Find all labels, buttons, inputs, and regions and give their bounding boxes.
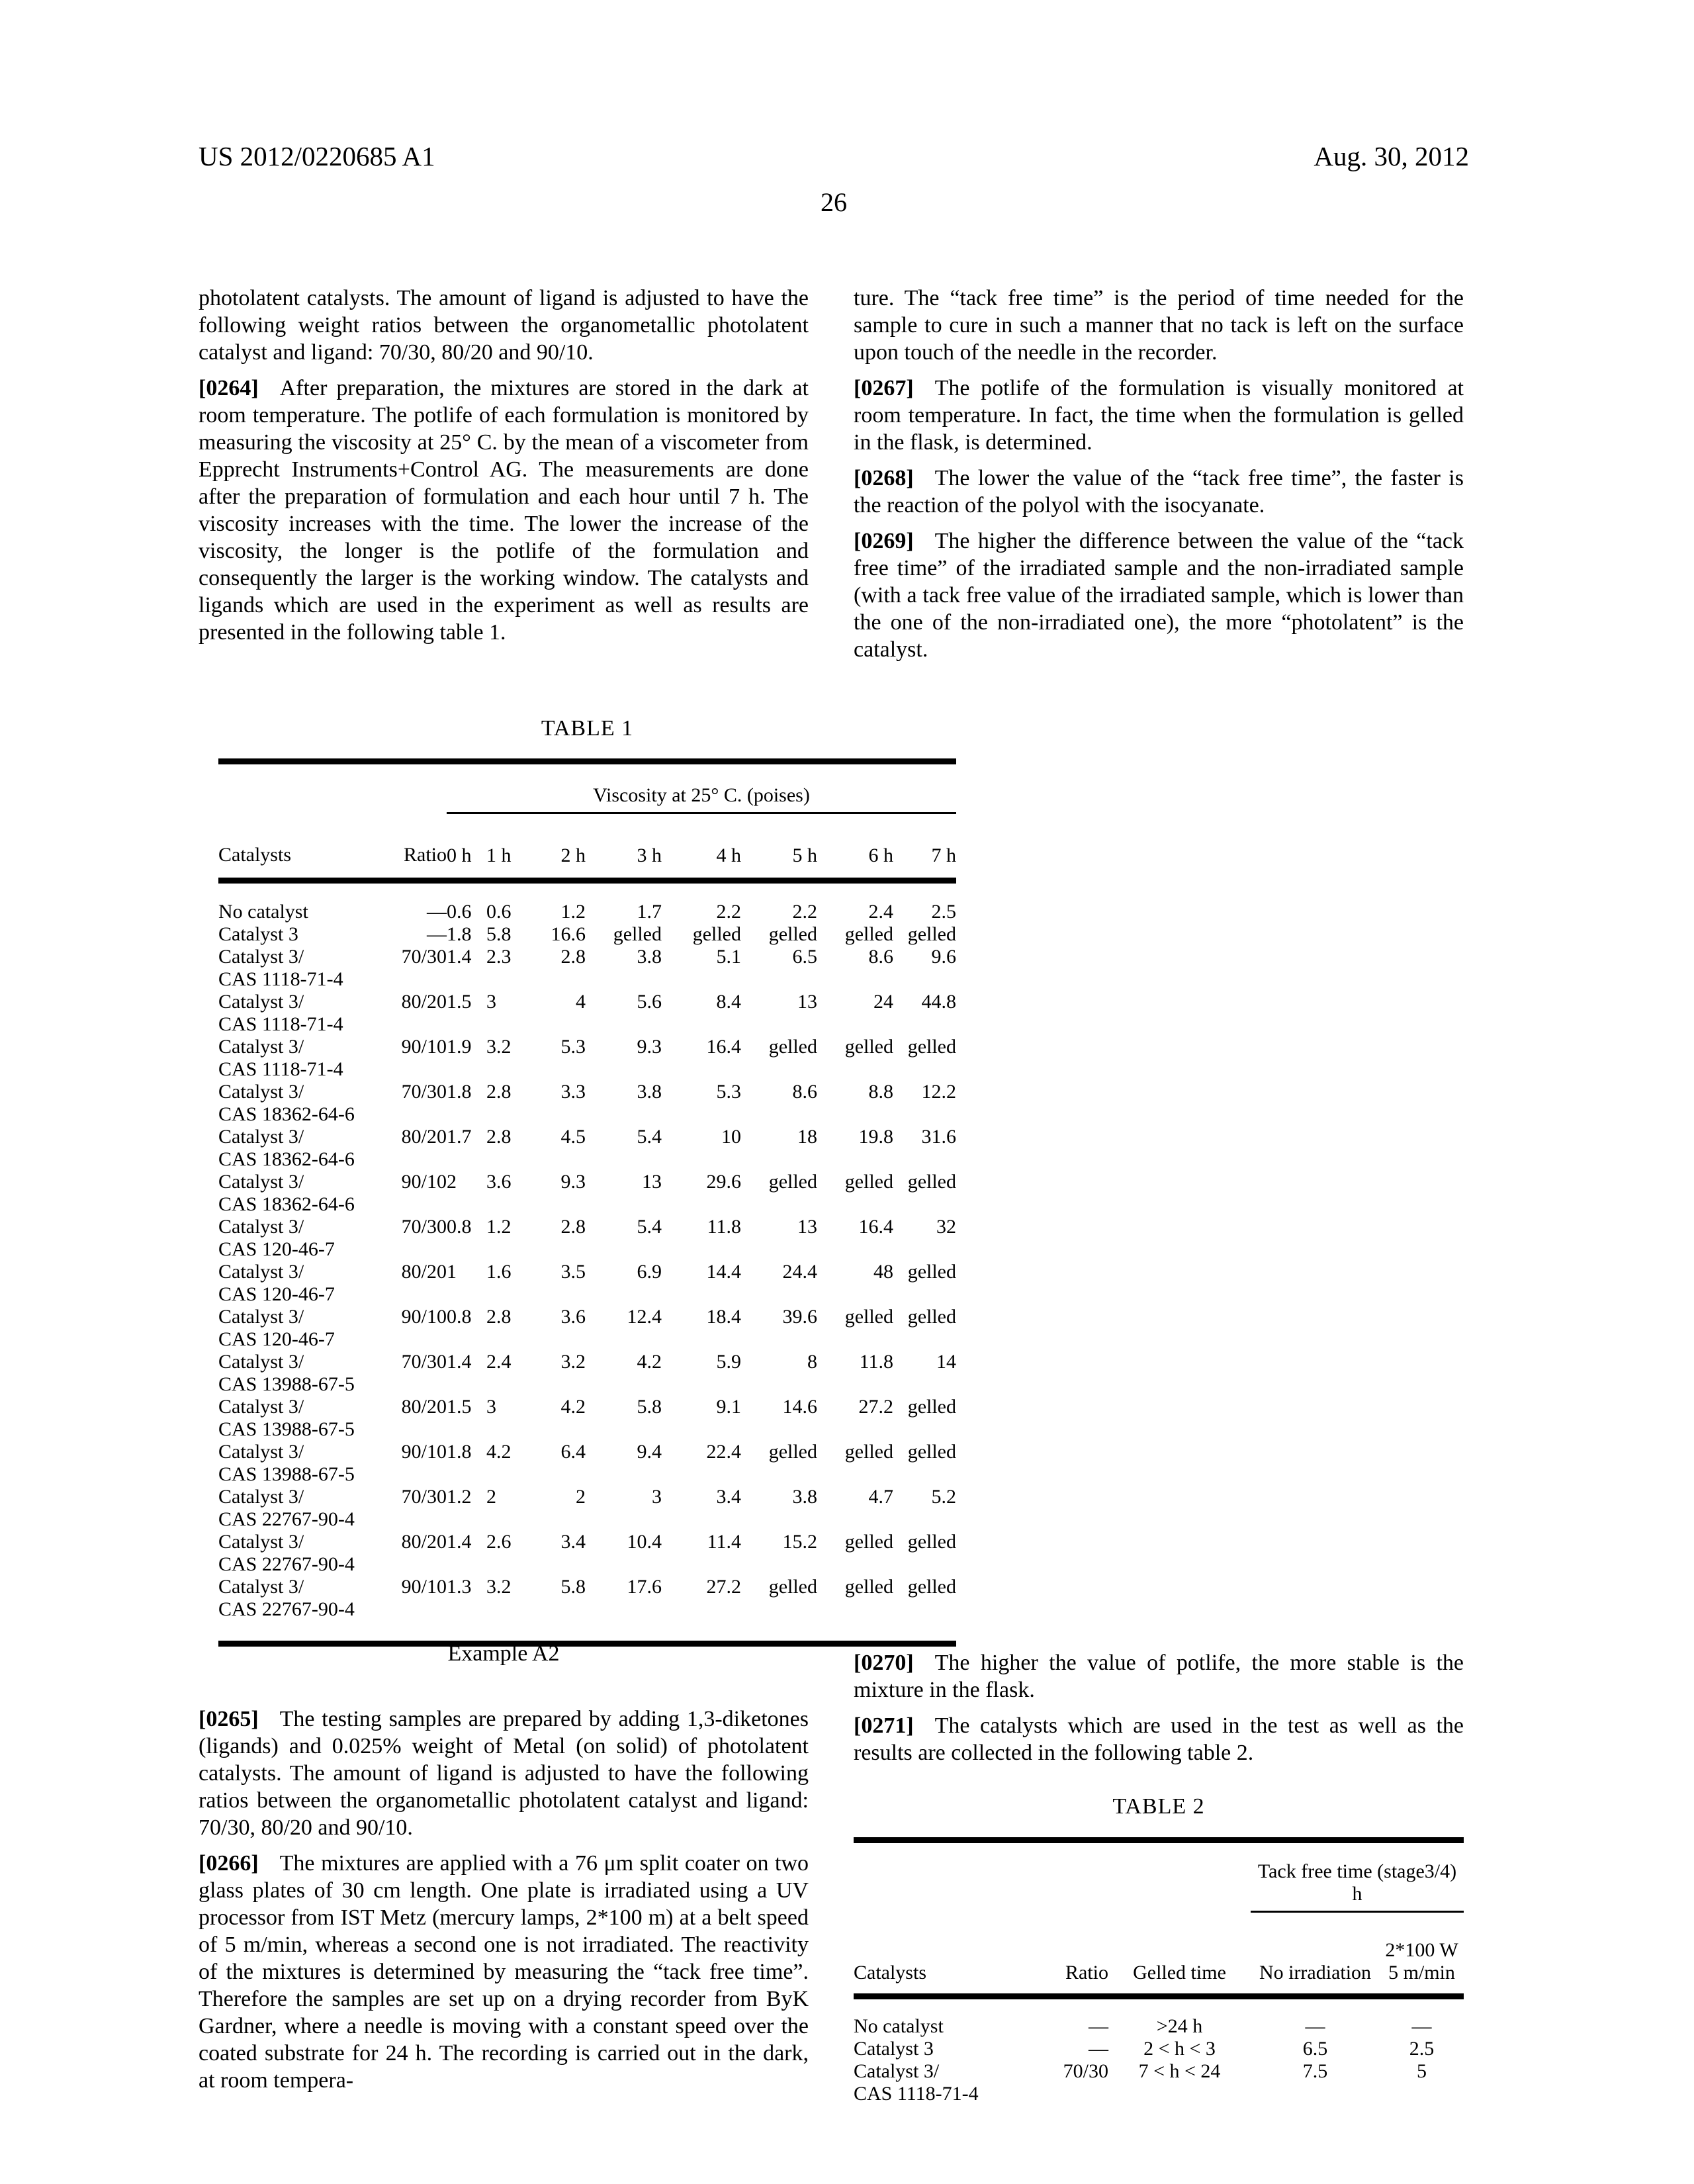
cell-ratio: 90/10	[401, 1171, 447, 1193]
cell-viscosity-3h: 9.3	[637, 1036, 662, 1058]
table1-row	[218, 1261, 956, 1306]
table2-column-header-row	[854, 1912, 1464, 1997]
cell-viscosity-7h: 9.6	[931, 946, 956, 968]
cell-viscosity-7h: gelled	[907, 1396, 956, 1418]
cell-viscosity-6h: 24	[873, 991, 893, 1013]
table1-row	[218, 881, 956, 924]
cell-ratio: 70/30	[401, 1351, 447, 1373]
cell-ratio: 90/10	[401, 1441, 447, 1463]
cell-viscosity-5h: gelled	[768, 1036, 817, 1058]
cell-viscosity-5h: gelled	[768, 923, 817, 945]
table1-section	[218, 716, 956, 1647]
table1-row	[218, 1576, 956, 1644]
paragraph-0268	[854, 465, 1464, 519]
table2-section	[854, 1793, 1464, 2105]
table1-column-header-row	[218, 813, 956, 881]
right-column-bottom	[854, 1649, 1464, 2105]
cell-viscosity-5h: gelled	[768, 1171, 817, 1193]
table1-row	[218, 1306, 956, 1351]
cell-viscosity-3h: 9.4	[637, 1441, 662, 1463]
cell-viscosity-1h: 3.2	[486, 1036, 512, 1058]
cell-viscosity-4h: 18.4	[706, 1306, 741, 1328]
cell-viscosity-6h: gelled	[844, 1576, 893, 1598]
cell-ratio: 70/30	[401, 1486, 447, 1508]
column-header-catalysts: Catalysts	[218, 813, 384, 881]
table1-body	[218, 881, 956, 1644]
cell-viscosity-3h: 5.4	[637, 1216, 662, 1238]
table1-row	[218, 946, 956, 991]
cell-viscosity-6h: 27.2	[858, 1396, 893, 1418]
cell-viscosity-3h: 10.4	[627, 1531, 662, 1553]
cell-viscosity-3h: 3.8	[637, 946, 662, 968]
column-header-gelled-time: Gelled time	[1108, 1912, 1251, 1997]
cell-no-irradiation: 6.5	[1302, 2038, 1328, 2060]
table1-row	[218, 1396, 956, 1441]
paragraph-text: The higher the difference between the value of the “tack free time” of the irradiated sample and the non-irradiated sample (with a tack free value of the irradiated sample, which is lower than the one of the non-irradiated one), the more “photolatent” is the catalyst.	[854, 529, 1464, 662]
cell-viscosity-5h: gelled	[768, 1576, 817, 1598]
paragraph-tag: [0265]	[199, 1707, 259, 1731]
paragraph-text: The testing samples are prepared by adding 1,3-diketones (ligands) and 0.025% weight of Metal (on solid) of photolatent catalysts. The amount of ligand is adjusted to have the following ratios between the organometallic photolatent catalyst and ligand: 70/30, 80/20 and 90/10.	[199, 1707, 809, 1840]
cell-viscosity-1h: 4.2	[486, 1441, 512, 1463]
cell-viscosity-0h: 1.4	[447, 1531, 472, 1553]
cell-viscosity-2h: 3.5	[560, 1261, 586, 1283]
cell-viscosity-4h: 5.3	[716, 1081, 741, 1103]
cell-viscosity-6h: gelled	[844, 923, 893, 945]
cell-catalyst: Catalyst 3/ CAS 1118-71-4	[218, 946, 343, 990]
cell-viscosity-4h: 2.2	[716, 901, 741, 923]
cell-viscosity-1h: 2.8	[486, 1081, 512, 1103]
cell-viscosity-7h: 2.5	[931, 901, 956, 923]
cell-ratio: 80/20	[401, 1531, 447, 1553]
paragraph-0271	[854, 1712, 1464, 1766]
cell-viscosity-1h: 2.3	[486, 946, 512, 968]
page-number: 26	[821, 187, 847, 217]
cell-viscosity-5h: 14.6	[782, 1396, 817, 1418]
column-header-6h: 6 h	[817, 813, 893, 881]
table1-row	[218, 923, 956, 946]
cell-viscosity-0h: 2	[447, 1171, 457, 1193]
cell-viscosity-4h: 9.1	[716, 1396, 741, 1418]
paragraph-text: The mixtures are applied with a 76 μm split coater on two glass plates of 30 cm length. One plate is irradiated using a UV processor from IST Metz (mercury lamps, 2*100 m) at a belt speed of 5 m/min, whereas a second one is not irradiated. The reactivity of the mixtures is determined by measuring the “tack free time”. Therefore the samples are set up on a drying recorder from ByK Gardner, where a needle is moving with a constant speed over the coated substrate for 24 h. The recording is carried out in the dark, at room tempera-	[199, 1851, 809, 2093]
table2-span-header-row	[854, 1841, 1464, 1912]
cell-viscosity-5h: 24.4	[782, 1261, 817, 1283]
cell-viscosity-4h: 10	[721, 1126, 741, 1148]
cell-viscosity-0h: 1.7	[447, 1126, 472, 1148]
table2-row	[854, 2060, 1464, 2105]
cell-viscosity-2h: 2.8	[560, 946, 586, 968]
cell-viscosity-7h: 14	[936, 1351, 956, 1373]
cell-ratio: 80/20	[401, 1261, 447, 1283]
table1-row	[218, 1351, 956, 1396]
table1-span-header: Viscosity at 25° C. (poises)	[447, 762, 956, 813]
paragraph-continuation	[854, 285, 1464, 366]
cell-ratio: —	[1089, 2038, 1108, 2060]
cell-viscosity-0h: 1.2	[447, 1486, 472, 1508]
paragraph-tag: [0270]	[854, 1651, 914, 1675]
cell-viscosity-7h: gelled	[907, 1441, 956, 1463]
table2	[854, 1837, 1464, 2105]
cell-viscosity-2h: 5.8	[560, 1576, 586, 1598]
cell-viscosity-0h: 0.6	[447, 901, 472, 923]
left-column-bottom	[199, 1640, 809, 2094]
cell-viscosity-0h: 1.4	[447, 1351, 472, 1373]
table1-head	[218, 762, 956, 881]
table1-row	[218, 1216, 956, 1261]
cell-ratio: —	[427, 923, 447, 945]
cell-catalyst: Catalyst 3/ CAS 13988-67-5	[218, 1351, 355, 1395]
table2-span-header: Tack free time (stage3/4) h	[1251, 1841, 1464, 1912]
table2-title: TABLE 2	[1112, 1794, 1205, 1819]
cell-catalyst: Catalyst 3/ CAS 120-46-7	[218, 1216, 335, 1260]
paragraph-0269	[854, 527, 1464, 663]
paragraph-0266	[199, 1850, 809, 2094]
cell-viscosity-1h: 3	[486, 1396, 496, 1418]
cell-viscosity-4h: 27.2	[706, 1576, 741, 1598]
paragraph-0267	[854, 375, 1464, 456]
cell-viscosity-4h: 3.4	[716, 1486, 741, 1508]
cell-catalyst: Catalyst 3/ CAS 13988-67-5	[218, 1441, 355, 1485]
cell-viscosity-3h: 5.8	[637, 1396, 662, 1418]
cell-viscosity-6h: 4.7	[868, 1486, 893, 1508]
cell-ratio: 90/10	[401, 1306, 447, 1328]
column-header-lamp-line2: 5 m/min	[1388, 1962, 1455, 1983]
cell-viscosity-5h: 13	[797, 1216, 817, 1238]
cell-viscosity-7h: 31.6	[921, 1126, 956, 1148]
cell-viscosity-1h: 3	[486, 991, 496, 1013]
cell-viscosity-4h: 5.1	[716, 946, 741, 968]
left-column-top	[199, 285, 809, 646]
cell-ratio: 70/30	[1063, 2060, 1108, 2082]
table1-row	[218, 1486, 956, 1531]
paragraph-text: photolatent catalysts. The amount of ligand is adjusted to have the following weight ratios between the organometallic photolatent catalyst and ligand: 70/30, 80/20 and 90/10.	[199, 286, 809, 365]
table2-body	[854, 1997, 1464, 2106]
column-header-catalysts: Catalysts	[854, 1912, 1036, 1997]
cell-viscosity-7h: 32	[936, 1216, 956, 1238]
cell-viscosity-3h: 6.9	[637, 1261, 662, 1283]
cell-viscosity-6h: 2.4	[868, 901, 893, 923]
cell-viscosity-1h: 2.8	[486, 1126, 512, 1148]
cell-viscosity-2h: 16.6	[551, 923, 586, 945]
cell-catalyst: Catalyst 3/ CAS 1118-71-4	[218, 1036, 343, 1080]
cell-viscosity-5h: 15.2	[782, 1531, 817, 1553]
paragraph-text: The higher the value of potlife, the more stable is the mixture in the flask.	[854, 1651, 1464, 1702]
paragraph-text: The lower the value of the “tack free time”, the faster is the reaction of the polyol with the isocyanate.	[854, 466, 1464, 518]
table1-row	[218, 1171, 956, 1216]
cell-viscosity-0h: 1.8	[447, 1441, 472, 1463]
cell-viscosity-2h: 9.3	[560, 1171, 586, 1193]
cell-viscosity-4h: 11.4	[707, 1531, 741, 1553]
cell-viscosity-6h: gelled	[844, 1036, 893, 1058]
cell-viscosity-7h: gelled	[907, 1531, 956, 1553]
cell-viscosity-4h: gelled	[692, 923, 741, 945]
cell-ratio: —	[1089, 2015, 1108, 2037]
cell-viscosity-5h: 8	[807, 1351, 817, 1373]
cell-viscosity-0h: 1.5	[447, 991, 472, 1013]
cell-viscosity-6h: 8.8	[868, 1081, 893, 1103]
table1-title: TABLE 1	[541, 716, 634, 741]
cell-viscosity-1h: 3.6	[486, 1171, 512, 1193]
cell-no-irradiation: —	[1305, 2015, 1325, 2037]
cell-viscosity-5h: gelled	[768, 1441, 817, 1463]
cell-catalyst: Catalyst 3/ CAS 120-46-7	[218, 1261, 335, 1305]
cell-lamp: —	[1411, 2015, 1432, 2037]
cell-viscosity-0h: 1.8	[447, 1081, 472, 1103]
cell-no-irradiation: 7.5	[1302, 2060, 1328, 2082]
cell-viscosity-3h: 3	[652, 1486, 662, 1508]
cell-viscosity-0h: 1.3	[447, 1576, 472, 1598]
cell-catalyst: Catalyst 3/ CAS 22767-90-4	[218, 1486, 355, 1530]
publication-date: Aug. 30, 2012	[1314, 141, 1469, 171]
table2-row	[854, 1997, 1464, 2038]
column-header-ratio: Ratio	[384, 813, 447, 881]
cell-viscosity-3h: 3.8	[637, 1081, 662, 1103]
table1-row	[218, 1081, 956, 1126]
cell-viscosity-6h: 16.4	[858, 1216, 893, 1238]
paragraph-text: ture. The “tack free time” is the period of time needed for the sample to cure in such a manner that no tack is left on the surface upon touch of the needle in the recorder.	[854, 286, 1464, 365]
cell-viscosity-7h: 44.8	[921, 991, 956, 1013]
cell-viscosity-1h: 1.2	[486, 1216, 512, 1238]
table1-span-header-row	[218, 762, 956, 813]
cell-viscosity-4h: 16.4	[706, 1036, 741, 1058]
cell-viscosity-4h: 29.6	[706, 1171, 741, 1193]
cell-catalyst: Catalyst 3/ CAS 18362-64-6	[218, 1171, 355, 1215]
cell-ratio: 90/10	[401, 1036, 447, 1058]
cell-viscosity-5h: 18	[797, 1126, 817, 1148]
paragraph-0270	[854, 1649, 1464, 1704]
column-header-1h: 1 h	[486, 813, 526, 881]
right-column-top	[854, 285, 1464, 663]
cell-ratio: —	[427, 901, 447, 923]
cell-viscosity-2h: 2.8	[560, 1216, 586, 1238]
cell-viscosity-6h: 19.8	[858, 1126, 893, 1148]
cell-catalyst: No catalyst	[218, 901, 308, 923]
column-header-5h: 5 h	[741, 813, 817, 881]
paragraph-tag: [0264]	[199, 376, 259, 400]
cell-viscosity-2h: 3.3	[560, 1081, 586, 1103]
cell-viscosity-2h: 1.2	[560, 901, 586, 923]
column-header-0h: 0 h	[447, 813, 486, 881]
cell-viscosity-5h: 2.2	[792, 901, 817, 923]
column-header-4h: 4 h	[662, 813, 741, 881]
cell-viscosity-0h: 1.5	[447, 1396, 472, 1418]
cell-viscosity-7h: gelled	[907, 1171, 956, 1193]
cell-viscosity-0h: 1	[447, 1261, 457, 1283]
cell-viscosity-7h: gelled	[907, 1261, 956, 1283]
cell-viscosity-0h: 1.8	[447, 923, 472, 945]
paragraph-tag: [0269]	[854, 529, 914, 553]
table1	[218, 758, 956, 1647]
cell-viscosity-4h: 11.8	[707, 1216, 741, 1238]
cell-viscosity-1h: 2.6	[486, 1531, 512, 1553]
cell-viscosity-6h: 11.8	[859, 1351, 893, 1373]
cell-viscosity-4h: 22.4	[706, 1441, 741, 1463]
cell-catalyst: No catalyst	[854, 2015, 944, 2037]
cell-viscosity-2h: 4	[576, 991, 586, 1013]
cell-viscosity-1h: 2	[486, 1486, 496, 1508]
column-header-3h: 3 h	[586, 813, 662, 881]
cell-viscosity-3h: 5.4	[637, 1126, 662, 1148]
cell-viscosity-0h: 1.9	[447, 1036, 472, 1058]
cell-catalyst: Catalyst 3/ CAS 22767-90-4	[218, 1531, 355, 1575]
cell-viscosity-4h: 8.4	[716, 991, 741, 1013]
cell-viscosity-5h: 39.6	[782, 1306, 817, 1328]
cell-gelled-time: 7 < h < 24	[1138, 2060, 1221, 2082]
cell-viscosity-5h: 8.6	[792, 1081, 817, 1103]
cell-viscosity-4h: 14.4	[706, 1261, 741, 1283]
cell-viscosity-3h: gelled	[613, 923, 662, 945]
cell-catalyst: Catalyst 3	[854, 2038, 934, 2060]
cell-viscosity-3h: 5.6	[637, 991, 662, 1013]
cell-ratio: 70/30	[401, 946, 447, 968]
cell-viscosity-2h: 4.2	[560, 1396, 586, 1418]
table1-row	[218, 1036, 956, 1081]
cell-viscosity-6h: 48	[873, 1261, 893, 1283]
cell-viscosity-1h: 3.2	[486, 1576, 512, 1598]
column-header-lamp-line1: 2*100 W	[1385, 1939, 1458, 1961]
cell-viscosity-2h: 3.4	[560, 1531, 586, 1553]
cell-lamp: 5	[1417, 2060, 1427, 2082]
paragraph-continuation	[199, 285, 809, 366]
cell-viscosity-5h: 13	[797, 991, 817, 1013]
cell-viscosity-2h: 3.2	[560, 1351, 586, 1373]
cell-viscosity-6h: gelled	[844, 1531, 893, 1553]
cell-viscosity-3h: 13	[642, 1171, 662, 1193]
paragraph-tag: [0267]	[854, 376, 914, 400]
cell-ratio: 90/10	[401, 1576, 447, 1598]
cell-catalyst: Catalyst 3/ CAS 13988-67-5	[218, 1396, 355, 1440]
table2-row	[854, 2038, 1464, 2060]
cell-viscosity-3h: 17.6	[627, 1576, 662, 1598]
paragraph-text: The catalysts which are used in the test as well as the results are collected in the following table 2.	[854, 1713, 1464, 1765]
column-header-ratio: Ratio	[1036, 1912, 1108, 1997]
cell-viscosity-5h: 6.5	[792, 946, 817, 968]
cell-gelled-time: 2 < h < 3	[1143, 2038, 1216, 2060]
cell-ratio: 70/30	[401, 1216, 447, 1238]
cell-viscosity-7h: 12.2	[921, 1081, 956, 1103]
cell-viscosity-0h: 1.4	[447, 946, 472, 968]
cell-catalyst: Catalyst 3/ CAS 1118-71-4	[218, 991, 343, 1035]
paragraph-text: The potlife of the formulation is visually monitored at room temperature. In fact, the time when the formulation is gelled in the flask, is determined.	[854, 376, 1464, 455]
column-header-2h: 2 h	[526, 813, 586, 881]
cell-viscosity-6h: gelled	[844, 1171, 893, 1193]
paragraph-tag: [0271]	[854, 1713, 914, 1738]
paragraph-tag: [0266]	[199, 1851, 259, 1876]
cell-viscosity-3h: 4.2	[637, 1351, 662, 1373]
table2-head	[854, 1841, 1464, 1997]
cell-viscosity-3h: 1.7	[637, 901, 662, 923]
cell-ratio: 70/30	[401, 1081, 447, 1103]
cell-catalyst: Catalyst 3	[218, 923, 298, 945]
cell-gelled-time: >24 h	[1156, 2015, 1203, 2037]
paragraph-0264	[199, 375, 809, 646]
cell-viscosity-4h: 5.9	[716, 1351, 741, 1373]
cell-viscosity-2h: 4.5	[560, 1126, 586, 1148]
cell-lamp: 2.5	[1409, 2038, 1435, 2060]
cell-catalyst: Catalyst 3/ CAS 1118-71-4	[854, 2060, 979, 2105]
table1-row	[218, 1441, 956, 1486]
column-header-7h: 7 h	[893, 813, 956, 881]
cell-viscosity-1h: 2.4	[486, 1351, 512, 1373]
cell-catalyst: Catalyst 3/ CAS 120-46-7	[218, 1306, 335, 1350]
cell-viscosity-7h: 5.2	[931, 1486, 956, 1508]
cell-viscosity-2h: 5.3	[560, 1036, 586, 1058]
table1-row	[218, 1531, 956, 1576]
table1-span-spacer	[218, 762, 447, 813]
cell-viscosity-1h: 2.8	[486, 1306, 512, 1328]
cell-viscosity-2h: 2	[576, 1486, 586, 1508]
cell-ratio: 80/20	[401, 1396, 447, 1418]
cell-viscosity-6h: gelled	[844, 1306, 893, 1328]
cell-ratio: 80/20	[401, 991, 447, 1013]
column-header-lamp	[1380, 1912, 1464, 1997]
cell-viscosity-0h: 0.8	[447, 1306, 472, 1328]
cell-viscosity-5h: 3.8	[792, 1486, 817, 1508]
cell-ratio: 80/20	[401, 1126, 447, 1148]
paragraph-0265	[199, 1706, 809, 1841]
table2-span-spacer	[854, 1841, 1251, 1912]
cell-viscosity-6h: 8.6	[868, 946, 893, 968]
cell-viscosity-0h: 0.8	[447, 1216, 472, 1238]
cell-catalyst: Catalyst 3/ CAS 22767-90-4	[218, 1576, 355, 1620]
column-header-no-irradiation: No irradiation	[1251, 1912, 1380, 1997]
cell-viscosity-7h: gelled	[907, 923, 956, 945]
cell-catalyst: Catalyst 3/ CAS 18362-64-6	[218, 1081, 355, 1125]
cell-viscosity-7h: gelled	[907, 1036, 956, 1058]
example-heading: Example A2	[447, 1641, 560, 1666]
table1-row	[218, 1126, 956, 1171]
cell-viscosity-3h: 12.4	[627, 1306, 662, 1328]
cell-viscosity-1h: 1.6	[486, 1261, 512, 1283]
patent-number: US 2012/0220685 A1	[199, 141, 435, 171]
paragraph-text: After preparation, the mixtures are stored in the dark at room temperature. The potlife of each formulation is monitored by measuring the viscosity at 25° C. by the mean of a viscometer from Epprecht Instruments+Control AG. The measurements are done after the preparation of formulation and each hour until 7 h. The viscosity increases with the time. The lower the increase of the viscosity, the longer is the potlife of the formulation and consequently the larger is the working window. The catalysts and ligands which are used in the experiment as well as results are presented in the following table 1.	[199, 376, 809, 645]
cell-viscosity-7h: gelled	[907, 1306, 956, 1328]
paragraph-tag: [0268]	[854, 466, 914, 490]
cell-viscosity-2h: 3.6	[560, 1306, 586, 1328]
cell-viscosity-1h: 0.6	[486, 901, 512, 923]
cell-viscosity-2h: 6.4	[560, 1441, 586, 1463]
cell-viscosity-6h: gelled	[844, 1441, 893, 1463]
table1-row	[218, 991, 956, 1036]
cell-viscosity-1h: 5.8	[486, 923, 512, 945]
cell-catalyst: Catalyst 3/ CAS 18362-64-6	[218, 1126, 355, 1170]
cell-viscosity-7h: gelled	[907, 1576, 956, 1598]
